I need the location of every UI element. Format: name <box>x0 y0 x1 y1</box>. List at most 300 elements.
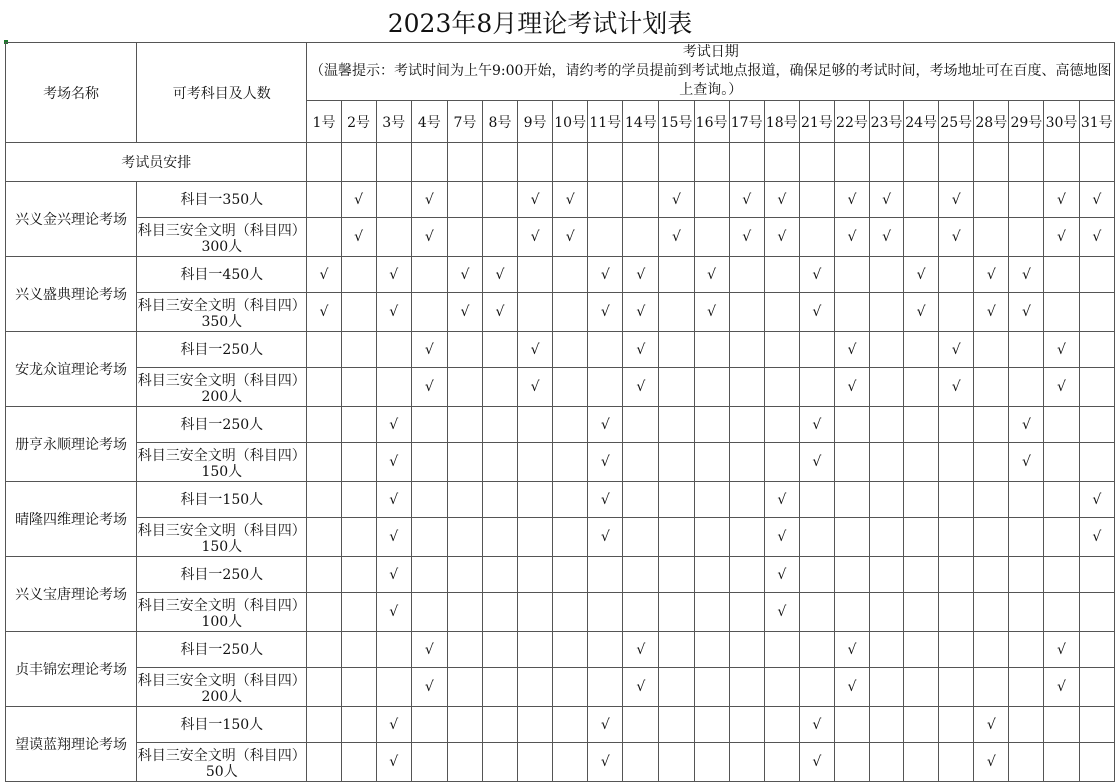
schedule-cell[interactable]: √ <box>1044 332 1079 368</box>
schedule-cell[interactable] <box>1079 557 1114 593</box>
schedule-cell[interactable] <box>694 632 729 668</box>
schedule-cell[interactable] <box>659 557 694 593</box>
schedule-cell[interactable] <box>1044 518 1079 557</box>
schedule-cell[interactable] <box>341 443 376 482</box>
schedule-cell[interactable] <box>694 407 729 443</box>
schedule-cell[interactable]: √ <box>623 293 659 332</box>
schedule-cell[interactable] <box>764 332 799 368</box>
schedule-cell[interactable] <box>1079 293 1114 332</box>
schedule-cell[interactable] <box>1044 743 1079 782</box>
schedule-cell[interactable] <box>553 482 588 518</box>
schedule-cell[interactable] <box>799 182 834 218</box>
schedule-cell[interactable] <box>623 218 659 257</box>
day-header[interactable]: 8号 <box>482 101 517 143</box>
schedule-cell[interactable] <box>482 668 517 707</box>
site-name[interactable]: 安龙众谊理论考场 <box>6 332 137 407</box>
day-header[interactable]: 16号 <box>694 101 729 143</box>
schedule-cell[interactable]: √ <box>411 218 447 257</box>
schedule-cell[interactable] <box>1009 332 1044 368</box>
schedule-cell[interactable] <box>694 182 729 218</box>
schedule-cell[interactable] <box>729 707 764 743</box>
schedule-cell[interactable] <box>588 332 623 368</box>
schedule-cell[interactable] <box>904 368 939 407</box>
schedule-cell[interactable] <box>904 407 939 443</box>
schedule-cell[interactable]: √ <box>482 293 517 332</box>
day-header[interactable]: 29号 <box>1009 101 1044 143</box>
schedule-cell[interactable] <box>974 593 1009 632</box>
schedule-cell[interactable] <box>411 743 447 782</box>
schedule-cell[interactable]: √ <box>376 293 411 332</box>
schedule-cell[interactable]: √ <box>376 482 411 518</box>
schedule-cell[interactable]: √ <box>623 257 659 293</box>
schedule-cell[interactable] <box>518 632 553 668</box>
schedule-cell[interactable] <box>799 368 834 407</box>
schedule-cell[interactable] <box>1009 743 1044 782</box>
schedule-cell[interactable] <box>341 368 376 407</box>
day-header[interactable]: 21号 <box>799 101 834 143</box>
schedule-cell[interactable] <box>588 182 623 218</box>
schedule-cell[interactable] <box>904 218 939 257</box>
schedule-cell[interactable] <box>588 632 623 668</box>
staff-cell[interactable] <box>411 143 447 182</box>
schedule-cell[interactable] <box>623 182 659 218</box>
schedule-cell[interactable]: √ <box>764 593 799 632</box>
schedule-cell[interactable] <box>482 332 517 368</box>
site-name[interactable]: 望谟蓝翔理论考场 <box>6 707 137 782</box>
subject-quota[interactable]: 科目三安全文明（科目四）350人 <box>137 293 307 332</box>
schedule-cell[interactable] <box>939 668 974 707</box>
schedule-cell[interactable] <box>694 482 729 518</box>
schedule-cell[interactable] <box>447 593 482 632</box>
schedule-cell[interactable] <box>870 407 904 443</box>
schedule-cell[interactable] <box>1079 368 1114 407</box>
schedule-cell[interactable] <box>518 443 553 482</box>
schedule-cell[interactable] <box>411 593 447 632</box>
schedule-cell[interactable] <box>1044 443 1079 482</box>
subject-quota[interactable]: 科目三安全文明（科目四）100人 <box>137 593 307 632</box>
schedule-cell[interactable] <box>834 257 869 293</box>
schedule-cell[interactable]: √ <box>764 182 799 218</box>
schedule-cell[interactable] <box>939 743 974 782</box>
staff-cell[interactable] <box>1079 143 1114 182</box>
schedule-cell[interactable] <box>939 482 974 518</box>
schedule-cell[interactable] <box>447 482 482 518</box>
subject-quota[interactable]: 科目一150人 <box>137 707 307 743</box>
schedule-cell[interactable]: √ <box>1009 407 1044 443</box>
schedule-cell[interactable] <box>799 593 834 632</box>
schedule-cell[interactable] <box>307 632 341 668</box>
schedule-cell[interactable]: √ <box>659 182 694 218</box>
schedule-cell[interactable] <box>870 368 904 407</box>
subject-quota[interactable]: 科目一250人 <box>137 557 307 593</box>
schedule-cell[interactable] <box>447 743 482 782</box>
schedule-cell[interactable] <box>553 632 588 668</box>
staff-cell[interactable] <box>1044 143 1079 182</box>
schedule-cell[interactable] <box>518 557 553 593</box>
schedule-cell[interactable] <box>447 557 482 593</box>
schedule-cell[interactable] <box>939 632 974 668</box>
schedule-cell[interactable]: √ <box>1009 443 1044 482</box>
day-header[interactable]: 15号 <box>659 101 694 143</box>
schedule-cell[interactable]: √ <box>764 218 799 257</box>
schedule-cell[interactable] <box>482 557 517 593</box>
schedule-cell[interactable] <box>834 293 869 332</box>
schedule-cell[interactable]: √ <box>1009 293 1044 332</box>
schedule-cell[interactable] <box>482 518 517 557</box>
schedule-cell[interactable]: √ <box>411 632 447 668</box>
schedule-cell[interactable]: √ <box>447 293 482 332</box>
schedule-cell[interactable] <box>939 557 974 593</box>
schedule-cell[interactable] <box>1009 482 1044 518</box>
schedule-cell[interactable] <box>729 368 764 407</box>
schedule-cell[interactable]: √ <box>939 332 974 368</box>
schedule-cell[interactable] <box>659 332 694 368</box>
schedule-cell[interactable] <box>764 668 799 707</box>
schedule-cell[interactable] <box>447 443 482 482</box>
schedule-cell[interactable] <box>729 593 764 632</box>
schedule-cell[interactable] <box>729 293 764 332</box>
schedule-cell[interactable]: √ <box>974 707 1009 743</box>
schedule-cell[interactable]: √ <box>799 293 834 332</box>
schedule-cell[interactable]: √ <box>939 368 974 407</box>
schedule-cell[interactable] <box>659 368 694 407</box>
schedule-cell[interactable] <box>1079 668 1114 707</box>
schedule-cell[interactable]: √ <box>1044 368 1079 407</box>
schedule-cell[interactable] <box>307 182 341 218</box>
schedule-cell[interactable]: √ <box>588 518 623 557</box>
schedule-cell[interactable] <box>694 443 729 482</box>
day-header[interactable]: 31号 <box>1079 101 1114 143</box>
schedule-cell[interactable] <box>659 443 694 482</box>
schedule-cell[interactable] <box>729 632 764 668</box>
schedule-cell[interactable] <box>341 518 376 557</box>
schedule-cell[interactable] <box>1044 293 1079 332</box>
schedule-cell[interactable] <box>307 482 341 518</box>
schedule-cell[interactable]: √ <box>588 707 623 743</box>
schedule-cell[interactable] <box>729 668 764 707</box>
schedule-cell[interactable]: √ <box>518 368 553 407</box>
schedule-cell[interactable] <box>518 293 553 332</box>
schedule-cell[interactable] <box>939 518 974 557</box>
staff-cell[interactable] <box>307 143 341 182</box>
schedule-cell[interactable] <box>764 707 799 743</box>
schedule-cell[interactable] <box>1009 668 1044 707</box>
schedule-cell[interactable]: √ <box>588 293 623 332</box>
day-header[interactable]: 14号 <box>623 101 659 143</box>
schedule-cell[interactable] <box>553 743 588 782</box>
day-header[interactable]: 11号 <box>588 101 623 143</box>
schedule-cell[interactable] <box>341 707 376 743</box>
schedule-cell[interactable]: √ <box>518 332 553 368</box>
schedule-cell[interactable] <box>764 632 799 668</box>
subject-quota[interactable]: 科目三安全文明（科目四）50人 <box>137 743 307 782</box>
schedule-cell[interactable] <box>1009 632 1044 668</box>
schedule-cell[interactable] <box>482 482 517 518</box>
schedule-cell[interactable] <box>834 482 869 518</box>
schedule-cell[interactable] <box>518 743 553 782</box>
schedule-cell[interactable]: √ <box>588 257 623 293</box>
schedule-cell[interactable]: √ <box>799 443 834 482</box>
schedule-cell[interactable] <box>974 482 1009 518</box>
schedule-cell[interactable] <box>307 557 341 593</box>
staff-cell[interactable] <box>834 143 869 182</box>
schedule-cell[interactable] <box>553 257 588 293</box>
schedule-cell[interactable] <box>659 293 694 332</box>
schedule-cell[interactable] <box>729 482 764 518</box>
schedule-cell[interactable] <box>553 557 588 593</box>
day-header[interactable]: 1号 <box>307 101 341 143</box>
schedule-cell[interactable]: √ <box>694 293 729 332</box>
schedule-cell[interactable] <box>834 593 869 632</box>
schedule-cell[interactable]: √ <box>518 218 553 257</box>
schedule-cell[interactable] <box>376 632 411 668</box>
schedule-cell[interactable] <box>518 707 553 743</box>
staff-cell[interactable] <box>799 143 834 182</box>
schedule-cell[interactable]: √ <box>1044 218 1079 257</box>
subject-quota[interactable]: 科目三安全文明（科目四）200人 <box>137 668 307 707</box>
subject-quota[interactable]: 科目三安全文明（科目四）150人 <box>137 518 307 557</box>
schedule-cell[interactable] <box>553 707 588 743</box>
schedule-cell[interactable] <box>974 632 1009 668</box>
schedule-cell[interactable] <box>482 632 517 668</box>
schedule-cell[interactable]: √ <box>588 407 623 443</box>
schedule-cell[interactable] <box>694 518 729 557</box>
schedule-cell[interactable]: √ <box>694 257 729 293</box>
schedule-cell[interactable] <box>974 332 1009 368</box>
schedule-cell[interactable]: √ <box>764 557 799 593</box>
schedule-cell[interactable] <box>1079 443 1114 482</box>
schedule-cell[interactable]: √ <box>623 668 659 707</box>
schedule-cell[interactable]: √ <box>553 182 588 218</box>
schedule-cell[interactable] <box>834 518 869 557</box>
staff-cell[interactable] <box>939 143 974 182</box>
schedule-cell[interactable] <box>307 368 341 407</box>
schedule-cell[interactable]: √ <box>834 632 869 668</box>
schedule-cell[interactable]: √ <box>376 257 411 293</box>
schedule-cell[interactable]: √ <box>341 182 376 218</box>
schedule-cell[interactable] <box>870 593 904 632</box>
schedule-cell[interactable] <box>1009 218 1044 257</box>
schedule-cell[interactable] <box>1009 368 1044 407</box>
staff-cell[interactable] <box>482 143 517 182</box>
day-header[interactable]: 25号 <box>939 101 974 143</box>
schedule-cell[interactable] <box>341 293 376 332</box>
schedule-cell[interactable] <box>553 668 588 707</box>
subject-quota[interactable]: 科目一350人 <box>137 182 307 218</box>
schedule-cell[interactable] <box>764 407 799 443</box>
schedule-cell[interactable] <box>553 368 588 407</box>
schedule-cell[interactable]: √ <box>870 182 904 218</box>
schedule-cell[interactable] <box>799 482 834 518</box>
day-header[interactable]: 18号 <box>764 101 799 143</box>
site-name[interactable]: 兴义盛典理论考场 <box>6 257 137 332</box>
schedule-cell[interactable] <box>974 368 1009 407</box>
schedule-cell[interactable] <box>974 668 1009 707</box>
schedule-cell[interactable] <box>588 557 623 593</box>
schedule-cell[interactable] <box>482 743 517 782</box>
schedule-cell[interactable] <box>518 668 553 707</box>
schedule-cell[interactable] <box>341 743 376 782</box>
schedule-cell[interactable]: √ <box>376 593 411 632</box>
schedule-cell[interactable] <box>870 332 904 368</box>
schedule-cell[interactable]: √ <box>764 482 799 518</box>
schedule-cell[interactable] <box>307 593 341 632</box>
schedule-cell[interactable]: √ <box>974 743 1009 782</box>
schedule-cell[interactable]: √ <box>411 332 447 368</box>
schedule-cell[interactable] <box>659 632 694 668</box>
schedule-cell[interactable] <box>553 293 588 332</box>
site-name[interactable]: 晴隆四维理论考场 <box>6 482 137 557</box>
schedule-cell[interactable]: √ <box>518 182 553 218</box>
day-header[interactable]: 9号 <box>518 101 553 143</box>
schedule-cell[interactable] <box>834 557 869 593</box>
schedule-cell[interactable] <box>834 443 869 482</box>
schedule-cell[interactable] <box>694 557 729 593</box>
schedule-cell[interactable] <box>411 482 447 518</box>
staff-cell[interactable] <box>553 143 588 182</box>
schedule-cell[interactable] <box>341 557 376 593</box>
schedule-cell[interactable]: √ <box>411 368 447 407</box>
schedule-cell[interactable] <box>870 257 904 293</box>
schedule-cell[interactable] <box>939 593 974 632</box>
schedule-cell[interactable] <box>799 557 834 593</box>
schedule-cell[interactable] <box>623 407 659 443</box>
schedule-cell[interactable] <box>588 593 623 632</box>
schedule-cell[interactable]: √ <box>376 557 411 593</box>
header-site-name[interactable]: 考场名称 <box>6 43 137 143</box>
schedule-cell[interactable] <box>870 518 904 557</box>
schedule-cell[interactable]: √ <box>1079 518 1114 557</box>
schedule-cell[interactable] <box>694 668 729 707</box>
site-name[interactable]: 兴义宝唐理论考场 <box>6 557 137 632</box>
schedule-cell[interactable] <box>341 668 376 707</box>
staff-cell[interactable] <box>447 143 482 182</box>
schedule-cell[interactable] <box>447 518 482 557</box>
schedule-cell[interactable] <box>1079 593 1114 632</box>
subject-quota[interactable]: 科目一250人 <box>137 407 307 443</box>
schedule-cell[interactable]: √ <box>1044 632 1079 668</box>
schedule-cell[interactable] <box>376 182 411 218</box>
subject-quota[interactable]: 科目三安全文明（科目四）150人 <box>137 443 307 482</box>
staff-cell[interactable] <box>904 143 939 182</box>
schedule-cell[interactable]: √ <box>834 182 869 218</box>
schedule-cell[interactable] <box>974 218 1009 257</box>
schedule-cell[interactable]: √ <box>376 743 411 782</box>
schedule-cell[interactable] <box>411 557 447 593</box>
schedule-cell[interactable]: √ <box>834 368 869 407</box>
schedule-cell[interactable] <box>799 632 834 668</box>
schedule-cell[interactable] <box>518 482 553 518</box>
schedule-cell[interactable] <box>411 707 447 743</box>
staff-cell[interactable] <box>729 143 764 182</box>
schedule-cell[interactable] <box>870 668 904 707</box>
day-header[interactable]: 28号 <box>974 101 1009 143</box>
schedule-cell[interactable]: √ <box>411 668 447 707</box>
schedule-cell[interactable] <box>799 218 834 257</box>
schedule-cell[interactable] <box>1009 557 1044 593</box>
day-header[interactable]: 17号 <box>729 101 764 143</box>
schedule-cell[interactable] <box>623 518 659 557</box>
site-name[interactable]: 贞丰锦宏理论考场 <box>6 632 137 707</box>
schedule-cell[interactable] <box>341 482 376 518</box>
schedule-cell[interactable] <box>904 593 939 632</box>
schedule-cell[interactable] <box>799 518 834 557</box>
schedule-cell[interactable] <box>659 668 694 707</box>
schedule-cell[interactable] <box>939 293 974 332</box>
schedule-cell[interactable] <box>411 257 447 293</box>
day-header[interactable]: 3号 <box>376 101 411 143</box>
schedule-cell[interactable] <box>904 332 939 368</box>
schedule-cell[interactable]: √ <box>939 182 974 218</box>
schedule-cell[interactable] <box>553 332 588 368</box>
schedule-cell[interactable] <box>1079 632 1114 668</box>
schedule-cell[interactable] <box>904 557 939 593</box>
schedule-cell[interactable] <box>341 407 376 443</box>
schedule-cell[interactable] <box>553 518 588 557</box>
schedule-cell[interactable]: √ <box>1044 182 1079 218</box>
schedule-cell[interactable] <box>411 443 447 482</box>
schedule-cell[interactable] <box>764 293 799 332</box>
schedule-cell[interactable] <box>588 218 623 257</box>
schedule-cell[interactable] <box>974 557 1009 593</box>
schedule-cell[interactable]: √ <box>623 632 659 668</box>
schedule-cell[interactable] <box>729 557 764 593</box>
schedule-cell[interactable] <box>974 182 1009 218</box>
schedule-cell[interactable] <box>694 593 729 632</box>
schedule-cell[interactable] <box>659 518 694 557</box>
schedule-cell[interactable]: √ <box>588 743 623 782</box>
staff-cell[interactable] <box>694 143 729 182</box>
schedule-cell[interactable]: √ <box>659 218 694 257</box>
schedule-cell[interactable] <box>834 407 869 443</box>
schedule-cell[interactable] <box>447 668 482 707</box>
schedule-cell[interactable] <box>447 368 482 407</box>
subject-quota[interactable]: 科目三安全文明（科目四）300人 <box>137 218 307 257</box>
schedule-cell[interactable] <box>411 407 447 443</box>
day-header[interactable]: 7号 <box>447 101 482 143</box>
staff-cell[interactable] <box>376 143 411 182</box>
schedule-cell[interactable] <box>939 443 974 482</box>
schedule-cell[interactable]: √ <box>904 293 939 332</box>
schedule-cell[interactable] <box>623 593 659 632</box>
schedule-cell[interactable] <box>1009 707 1044 743</box>
schedule-cell[interactable] <box>834 707 869 743</box>
schedule-cell[interactable] <box>623 707 659 743</box>
schedule-cell[interactable] <box>307 443 341 482</box>
schedule-cell[interactable]: √ <box>834 218 869 257</box>
schedule-cell[interactable] <box>974 518 1009 557</box>
header-exam-dates[interactable] <box>307 43 1115 101</box>
schedule-cell[interactable] <box>518 407 553 443</box>
day-header[interactable]: 24号 <box>904 101 939 143</box>
schedule-cell[interactable] <box>729 257 764 293</box>
schedule-cell[interactable] <box>659 707 694 743</box>
schedule-cell[interactable] <box>1079 332 1114 368</box>
schedule-cell[interactable] <box>729 518 764 557</box>
schedule-cell[interactable] <box>870 557 904 593</box>
schedule-cell[interactable] <box>870 632 904 668</box>
schedule-cell[interactable] <box>341 593 376 632</box>
subject-quota[interactable]: 科目一250人 <box>137 332 307 368</box>
site-name[interactable]: 兴义金兴理论考场 <box>6 182 137 257</box>
schedule-cell[interactable] <box>623 557 659 593</box>
schedule-cell[interactable] <box>834 743 869 782</box>
schedule-cell[interactable] <box>482 218 517 257</box>
schedule-cell[interactable]: √ <box>553 218 588 257</box>
schedule-cell[interactable]: √ <box>799 743 834 782</box>
schedule-cell[interactable] <box>694 332 729 368</box>
schedule-cell[interactable] <box>799 668 834 707</box>
